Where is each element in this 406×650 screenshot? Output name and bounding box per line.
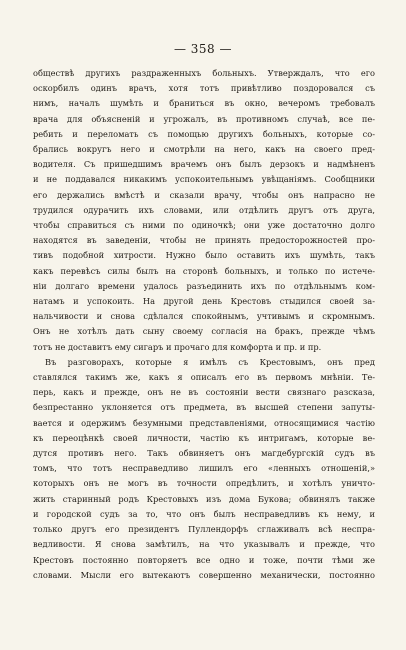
text-line: вается и одержимъ безумными представленіями, относящимися частію: [33, 417, 375, 428]
text-line: Въ разговорахъ, которые я имѣлъ съ Крестовымъ, онъ пред: [45, 356, 375, 367]
text-line: трудился одурачить ихъ словами, или отдѣлить другъ отъ друга,: [33, 204, 375, 215]
text-line: врача для объясненій и угрожалъ, въ противномъ случаѣ, все пе-: [33, 113, 375, 124]
text-line: только другъ его президентъ Пуллендорфъ сглаживалъ всѣ неспра-: [33, 524, 375, 535]
text-line: къ переоцѣнкѣ своей личности, частію къ интригамъ, которые ве-: [33, 432, 375, 443]
text-line: безпрестанно уклоняется отъ предмета, въ высшей степени запуты-: [33, 402, 375, 413]
text-line: находятся въ заведеніи, чтобы не принять предосторожностей про-: [33, 235, 375, 246]
text-line: нальчивости и снова сдѣлался спокойнымъ, учтивымъ и скромнымъ.: [33, 311, 375, 322]
text-line: и не поддавался никакимъ успокоительнымъ увѣщаніямъ. Сообщники: [33, 174, 375, 185]
text-line: томъ, что тотъ несправедливо лишилъ его «ленныхъ отношеній,»: [33, 463, 375, 474]
text-line: его держались вмѣстѣ и сказали врачу, чтобы онъ напрасно не: [33, 189, 375, 200]
text-line: ставлялся такимъ же, какъ я описалъ его въ первомъ мнѣніи. Те-: [33, 372, 375, 383]
text-line: словами. Мысли его вытекаютъ совершенно механически, постоянно: [33, 569, 375, 580]
text-line: жить старинный родъ Крестовыхъ изъ дома Букова; обвинялъ также: [33, 493, 375, 504]
text-line: обществѣ другихъ раздраженныхъ больныхъ. Утверждалъ, что его: [33, 68, 375, 78]
text-line: чтобы справиться съ ними по одиночкѣ; они уже достаточно долго: [33, 220, 375, 231]
text-line: водителя. Съ пришедшимъ врачемъ онъ былъ дерзокъ и надмѣненъ: [33, 159, 375, 170]
text-line: Крестовъ постоянно повторяетъ все одно и тоже, почти тѣми же: [33, 554, 375, 565]
text-line: тивъ подобной хитрости. Нужно было оставить ихъ шумѣть, такъ: [33, 250, 375, 261]
text-line: ніи долгаго времени удалось разъединить ихъ по отдѣльнымъ ком-: [33, 280, 375, 291]
text-line: ребить и переломать съ помощью другихъ больныхъ, которые со-: [33, 128, 375, 139]
text-line: ведливости. Я снова замѣтилъ, на что указывалъ и прежде, что: [33, 539, 375, 550]
body-text: [33, 66, 375, 583]
text-line: дутся противъ него. Такъ обвиняетъ онъ магдебургскій судъ въ: [33, 448, 375, 459]
text-line: которыхъ онъ не могъ въ точности опредѣлить, и хотѣлъ уничто-: [33, 478, 375, 489]
text-line: нимъ, началъ шумѣть и браниться въ окно, вечеромъ требовалъ: [33, 98, 375, 109]
text-line: Онъ не хотѣлъ дать сыну своему согласія на бракъ, прежде чѣмъ: [33, 326, 375, 337]
page-number: — 358 —: [173, 42, 233, 56]
text-line: брались вокругъ него и смотрѣли на него, какъ на своего пред-: [33, 144, 375, 155]
text-line: натамъ и успокоить. На другой день Крестовъ стыдился своей за-: [33, 296, 375, 307]
text-line: оскорбилъ одинъ врачъ, хотя тотъ привѣтливо поздоровался съ: [33, 83, 375, 94]
text-line: и городской судъ за то, что онъ былъ несправедливъ къ нему, и: [33, 508, 375, 519]
text-line: перь, какъ и прежде, онъ не въ состояніи вести связнаго разсказа,: [33, 387, 375, 398]
text-line: какъ перевѣсъ силы былъ на сторонѣ больныхъ, и только по истече-: [33, 265, 375, 276]
text-line: тотъ не доставитъ ему сигаръ и прочаго для комфорта и пр. и пр.: [33, 341, 322, 352]
